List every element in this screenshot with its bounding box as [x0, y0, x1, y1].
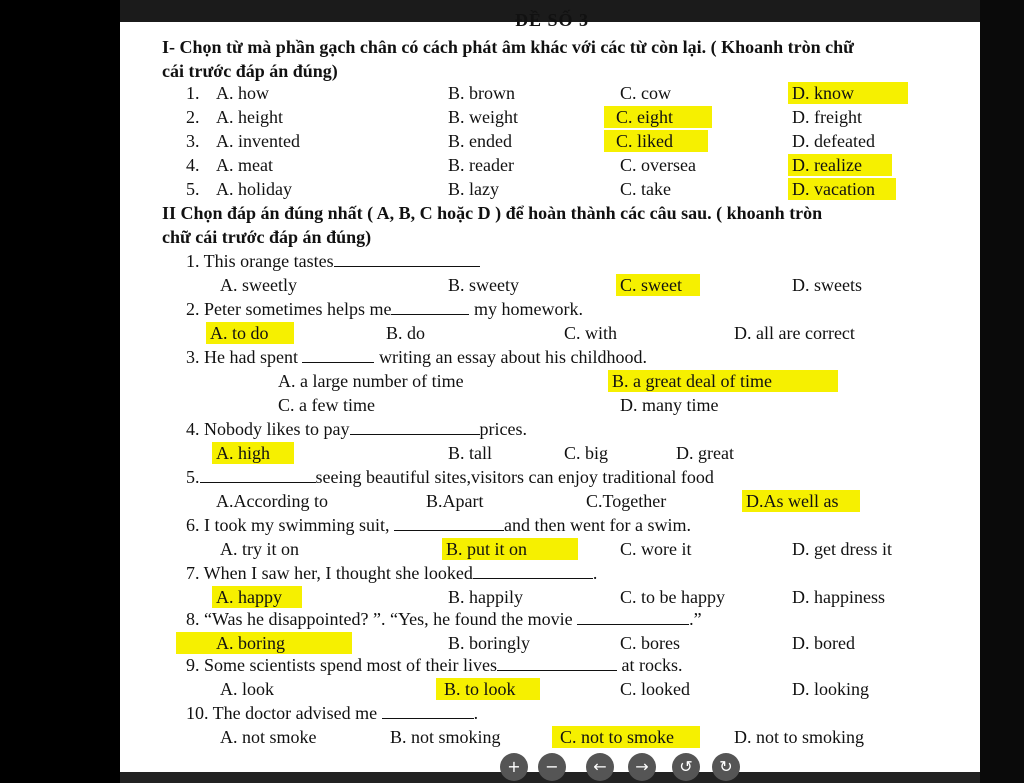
s2-q2-c: C. with: [564, 323, 618, 343]
s2-q1-text: 1. This orange tastes: [186, 251, 334, 271]
answer-blank: [473, 564, 593, 579]
s2-q5-a: A.According to: [216, 491, 328, 511]
s2-q2-after: my homework.: [473, 299, 583, 319]
s1-q1-num: 1.: [186, 83, 200, 103]
s1-q1-b: B. brown: [448, 83, 515, 103]
s2-q7-text: 7. When I saw her, I thought she looked: [186, 563, 473, 583]
s2-q9-b-highlighted: B. to look: [436, 678, 540, 700]
s2-q5-c: C.Together: [586, 491, 667, 511]
s1-q3-c-highlighted: C. liked: [604, 130, 708, 152]
s1-q4-num: 4.: [186, 155, 200, 175]
s2-q10-after: .: [473, 703, 479, 723]
s2-q3-text: 3. He had spent: [186, 347, 298, 367]
s1-q5-c: C. take: [620, 179, 671, 199]
s2-q10-stem: [186, 702, 478, 724]
s1-q3-num: 3.: [186, 131, 200, 151]
s2-q4-c: C. big: [564, 443, 609, 463]
section1-heading-line2: cái trước đáp án đúng): [162, 61, 338, 81]
s2-q6-d: D. get dress it: [792, 539, 892, 559]
zoom-in-button[interactable]: [500, 753, 528, 781]
s2-q9-d: D. looking: [792, 679, 870, 699]
s2-q2-a-highlighted: A. to do: [206, 322, 294, 344]
s2-q1-a: A. sweetly: [220, 275, 297, 295]
s2-q3-b-highlighted: B. a great deal of time: [608, 370, 838, 392]
s1-q5-num: 5.: [186, 179, 200, 199]
s1-q3-a: A. invented: [216, 131, 300, 151]
next-button[interactable]: [628, 753, 656, 781]
s2-q9-a: A. look: [220, 679, 274, 699]
s2-q3-d: D. many time: [620, 395, 719, 415]
s1-q1-d-highlighted: D. know: [788, 82, 908, 104]
s1-q2-a: A. height: [216, 107, 283, 127]
s1-q4-b: B. reader: [448, 155, 514, 175]
doc-title: ĐỀ SỐ 3: [515, 10, 590, 30]
s2-q8-a-highlighted: A. boring: [176, 632, 352, 654]
zoom-out-icon: −: [545, 757, 559, 776]
s2-q6-stem: [186, 514, 691, 536]
s2-q5-b: B.Apart: [426, 491, 484, 511]
s1-q1-c: C. cow: [620, 83, 671, 103]
s1-q3-d: D. defeated: [792, 131, 875, 151]
s2-q10-b: B. not smoking: [390, 727, 501, 747]
answer-blank: [302, 348, 374, 363]
top-bar: [0, 0, 1024, 22]
s1-q5-a: A. holiday: [216, 179, 292, 199]
rotate-left-button[interactable]: [672, 753, 700, 781]
s2-q7-a-highlighted: A. happy: [212, 586, 302, 608]
s2-q9-after: at rocks.: [621, 655, 683, 675]
s2-q1-stem: [186, 250, 480, 272]
s2-q8-c: C. bores: [620, 633, 680, 653]
s1-q4-c: C. oversea: [620, 155, 696, 175]
answer-blank: [577, 610, 689, 625]
s1-q4-a: A. meat: [216, 155, 273, 175]
s1-q3-b: B. ended: [448, 131, 512, 151]
s2-q7-after: .: [592, 563, 598, 583]
s2-q3-a: A. a large number of time: [278, 371, 464, 391]
s2-q5-after: seeing beautiful sites,visitors can enjoy traditional food: [315, 467, 714, 487]
arrow-right-icon: →: [635, 757, 649, 776]
section1-heading-line1: I- Chọn từ mà phần gạch chân có cách phát âm khác với các từ còn lại. ( Khoanh tròn chữ: [162, 37, 854, 57]
s2-q7-d: D. happiness: [792, 587, 885, 607]
s2-q10-a: A. not smoke: [220, 727, 317, 747]
s2-q7-b: B. happily: [448, 587, 523, 607]
s2-q8-d: D. bored: [792, 633, 855, 653]
s2-q4-b: B. tall: [448, 443, 492, 463]
s2-q10-d: D. not to smoking: [734, 727, 865, 747]
s2-q10-text: 10. The doctor advised me: [186, 703, 378, 723]
s2-q1-c-highlighted: C. sweet: [616, 274, 700, 296]
answer-blank: [391, 300, 469, 315]
s1-q2-d: D. freight: [792, 107, 862, 127]
s1-q5-b: B. lazy: [448, 179, 499, 199]
s2-q3-after: writing an essay about his childhood.: [378, 347, 647, 367]
s2-q2-d: D. all are correct: [734, 323, 855, 343]
s2-q2-text: 2. Peter sometimes helps me: [186, 299, 392, 319]
s1-q2-c-highlighted: C. eight: [604, 106, 712, 128]
s2-q6-after: and then went for a swim.: [504, 515, 691, 535]
s2-q9-text: 9. Some scientists spend most of their lives: [186, 655, 497, 675]
s2-q3-stem: [186, 346, 647, 368]
s1-q4-d-highlighted: D. realize: [788, 154, 892, 176]
s2-q8-stem: [186, 608, 702, 630]
left-margin: [0, 0, 120, 783]
s2-q7-c: C. to be happy: [620, 587, 725, 607]
s2-q10-c-highlighted: C. not to smoke: [552, 726, 700, 748]
s2-q5-text: 5.: [186, 467, 200, 487]
s2-q6-b-highlighted: B. put it on: [442, 538, 578, 560]
answer-blank: [200, 468, 316, 483]
s2-q4-d: D. great: [676, 443, 734, 463]
s2-q8-text: 8. “Was he disappointed? ”. “Yes, he found the movie: [186, 609, 573, 629]
zoom-out-button[interactable]: [538, 753, 566, 781]
s2-q4-stem: [186, 418, 527, 440]
s2-q6-text: 6. I took my swimming suit,: [186, 515, 390, 535]
rotate-left-icon: ↺: [679, 757, 693, 776]
previous-button[interactable]: [586, 753, 614, 781]
s2-q2-b: B. do: [386, 323, 426, 343]
s2-q9-c: C. looked: [620, 679, 690, 699]
s2-q4-a-highlighted: A. high: [212, 442, 294, 464]
section2-heading-line1: II Chọn đáp án đúng nhất ( A, B, C hoặc D ) để hoàn thành các câu sau. ( khoanh tròn: [162, 203, 823, 223]
zoom-in-icon: +: [507, 757, 521, 776]
s2-q4-after: prices.: [479, 419, 527, 439]
s2-q8-after: .”: [689, 609, 702, 629]
s2-q8-b: B. boringly: [448, 633, 531, 653]
document-page: [120, 10, 980, 775]
s2-q6-c: C. wore it: [620, 539, 692, 559]
s2-q7-stem: [186, 562, 597, 584]
s2-q5-d-highlighted: D.As well as: [742, 490, 860, 512]
answer-blank: [394, 516, 504, 531]
rotate-right-button[interactable]: [712, 753, 740, 781]
section2-heading-line2: chữ cái trước đáp án đúng): [162, 227, 372, 247]
right-margin: [980, 0, 1024, 783]
s2-q3-c: C. a few time: [278, 395, 375, 415]
rotate-right-icon: ↻: [719, 757, 733, 776]
answer-blank: [497, 656, 617, 671]
answer-blank: [334, 252, 480, 267]
s2-q1-d: D. sweets: [792, 275, 862, 295]
s1-q2-num: 2.: [186, 107, 200, 127]
s2-q9-stem: [186, 654, 682, 676]
s2-q5-stem: [186, 466, 714, 488]
s1-q5-d-highlighted: D. vacation: [788, 178, 896, 200]
s1-q2-b: B. weight: [448, 107, 518, 127]
s2-q4-text: 4. Nobody likes to pay: [186, 419, 350, 439]
s2-q6-a: A. try it on: [220, 539, 299, 559]
arrow-left-icon: ←: [593, 757, 607, 776]
s2-q2-stem: [186, 298, 583, 320]
answer-blank: [350, 420, 480, 435]
s1-q1-a: A. how: [216, 83, 269, 103]
answer-blank: [382, 704, 474, 719]
s2-q1-b: B. sweety: [448, 275, 519, 295]
